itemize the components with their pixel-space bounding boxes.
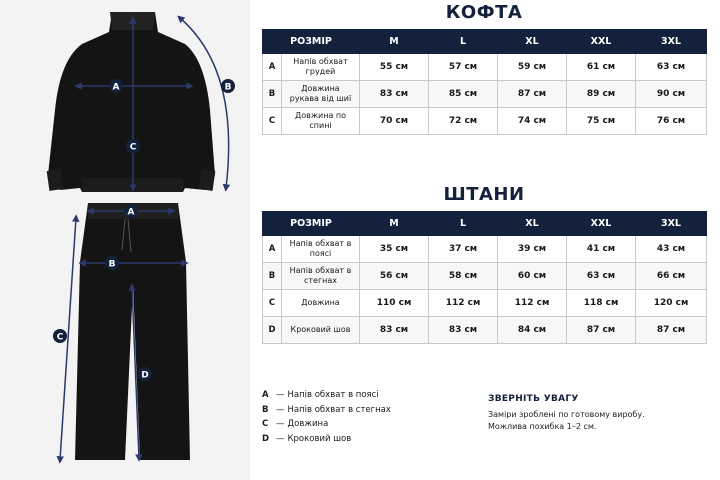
svg-text:A: A bbox=[112, 82, 120, 93]
legend-text: Напів обхват в поясі bbox=[287, 390, 379, 401]
svg-text:B: B bbox=[224, 82, 232, 93]
row-letter: B bbox=[263, 263, 282, 290]
column-header-xl: XL bbox=[498, 212, 567, 236]
pants-marker-a bbox=[124, 204, 138, 218]
row-letter: D bbox=[263, 317, 282, 344]
size-value: 56 см bbox=[360, 263, 429, 290]
row-label: Напів обхват в стегнах bbox=[282, 263, 360, 290]
pants-size-table bbox=[262, 211, 707, 344]
size-value: 76 см bbox=[636, 108, 707, 135]
table-row bbox=[263, 81, 707, 108]
size-value: 87 см bbox=[636, 317, 707, 344]
size-value: 63 см bbox=[567, 263, 636, 290]
size-value: 35 см bbox=[360, 236, 429, 263]
size-value: 55 см bbox=[360, 54, 429, 81]
size-value: 37 см bbox=[429, 236, 498, 263]
legend-text: Кроковий шов bbox=[287, 433, 352, 444]
size-value: 90 см bbox=[636, 81, 707, 108]
size-value: 120 см bbox=[636, 290, 707, 317]
size-value: 57 см bbox=[429, 54, 498, 81]
legend-item bbox=[262, 417, 391, 432]
legend-dash: — bbox=[276, 419, 285, 430]
pants-header-row bbox=[263, 212, 707, 236]
column-header-3xl: 3XL bbox=[636, 30, 707, 54]
column-header-l: L bbox=[429, 30, 498, 54]
legend-item bbox=[262, 403, 391, 418]
row-label: Кроковий шов bbox=[282, 317, 360, 344]
jacket-size-table bbox=[262, 29, 707, 135]
row-letter: C bbox=[263, 108, 282, 135]
size-value: 58 см bbox=[429, 263, 498, 290]
size-value: 70 см bbox=[360, 108, 429, 135]
size-value: 39 см bbox=[498, 236, 567, 263]
size-value: 110 см bbox=[360, 290, 429, 317]
size-value: 84 см bbox=[498, 317, 567, 344]
legend-letter: A bbox=[262, 390, 269, 401]
svg-text:C: C bbox=[56, 332, 64, 343]
size-value: 112 см bbox=[429, 290, 498, 317]
legend-dash: — bbox=[276, 433, 285, 444]
column-header-size: РОЗМІР bbox=[263, 30, 360, 54]
legend-dash: — bbox=[276, 390, 285, 401]
row-letter: A bbox=[263, 54, 282, 81]
row-label: Довжина по спині bbox=[282, 108, 360, 135]
column-header-xxl: XXL bbox=[567, 212, 636, 236]
size-value: 75 см bbox=[567, 108, 636, 135]
size-value: 89 см bbox=[567, 81, 636, 108]
notice-line: Можлива похибка 1–2 см. bbox=[488, 422, 597, 431]
pants-title: ШТАНИ bbox=[443, 184, 525, 205]
row-letter: C bbox=[263, 290, 282, 317]
legend-letter: B bbox=[262, 404, 269, 415]
jacket-header-row bbox=[263, 30, 707, 54]
notice-line: Заміри зроблені по готовому виробу. bbox=[488, 410, 645, 419]
table-row bbox=[263, 263, 707, 290]
legend-text: Довжина bbox=[287, 419, 329, 430]
size-value: 83 см bbox=[360, 81, 429, 108]
jacket-marker-c bbox=[126, 139, 140, 153]
table-row bbox=[263, 236, 707, 263]
table-row bbox=[263, 108, 707, 135]
legend-letter: D bbox=[262, 433, 270, 444]
size-value: 63 см bbox=[636, 54, 707, 81]
size-value: 83 см bbox=[360, 317, 429, 344]
pants-marker-c bbox=[53, 329, 67, 343]
size-value: 61 см bbox=[567, 54, 636, 81]
row-label: Довжина рукава від шиї bbox=[282, 81, 360, 108]
jacket-marker-a bbox=[109, 79, 123, 93]
legend-item bbox=[262, 388, 391, 403]
notice-title: ЗВЕРНІТЬ УВАГУ bbox=[488, 394, 579, 404]
size-value: 85 см bbox=[429, 81, 498, 108]
row-label: Довжина bbox=[282, 290, 360, 317]
legend-dash: — bbox=[276, 404, 285, 415]
table-row bbox=[263, 290, 707, 317]
svg-text:C: C bbox=[129, 142, 137, 153]
column-header-xl: XL bbox=[498, 30, 567, 54]
svg-text:D: D bbox=[141, 370, 149, 381]
column-header-m: M bbox=[360, 212, 429, 236]
jacket-title: КОФТА bbox=[445, 2, 523, 23]
legend-item bbox=[262, 432, 391, 447]
size-value: 112 см bbox=[498, 290, 567, 317]
garment-drawing bbox=[0, 0, 250, 480]
size-value: 41 см bbox=[567, 236, 636, 263]
attention-notice bbox=[488, 394, 708, 433]
row-letter: A bbox=[263, 236, 282, 263]
column-header-m: M bbox=[360, 30, 429, 54]
table-row bbox=[263, 317, 707, 344]
column-header-size: РОЗМІР bbox=[263, 212, 360, 236]
pants-shape bbox=[75, 203, 190, 460]
jacket-marker-b bbox=[221, 79, 235, 93]
size-value: 60 см bbox=[498, 263, 567, 290]
column-header-3xl: 3XL bbox=[636, 212, 707, 236]
pants-marker-b bbox=[105, 256, 119, 270]
table-row bbox=[263, 54, 707, 81]
row-letter: B bbox=[263, 81, 282, 108]
size-value: 72 см bbox=[429, 108, 498, 135]
product-illustration bbox=[0, 0, 250, 480]
size-value: 43 см bbox=[636, 236, 707, 263]
size-value: 87 см bbox=[567, 317, 636, 344]
svg-text:A: A bbox=[127, 207, 135, 218]
size-value: 59 см bbox=[498, 54, 567, 81]
size-value: 87 см bbox=[498, 81, 567, 108]
row-label: Напів обхват в поясі bbox=[282, 236, 360, 263]
jacket-shape bbox=[47, 12, 216, 192]
pants-marker-d bbox=[138, 367, 152, 381]
size-value: 74 см bbox=[498, 108, 567, 135]
measurement-legend bbox=[262, 388, 391, 446]
svg-text:B: B bbox=[108, 259, 116, 270]
legend-text: Напів обхват в стегнах bbox=[287, 404, 391, 415]
size-value: 66 см bbox=[636, 263, 707, 290]
column-header-xxl: XXL bbox=[567, 30, 636, 54]
size-value: 83 см bbox=[429, 317, 498, 344]
row-label: Напів обхват грудей bbox=[282, 54, 360, 81]
legend-letter: C bbox=[262, 419, 269, 430]
size-value: 118 см bbox=[567, 290, 636, 317]
column-header-l: L bbox=[429, 212, 498, 236]
